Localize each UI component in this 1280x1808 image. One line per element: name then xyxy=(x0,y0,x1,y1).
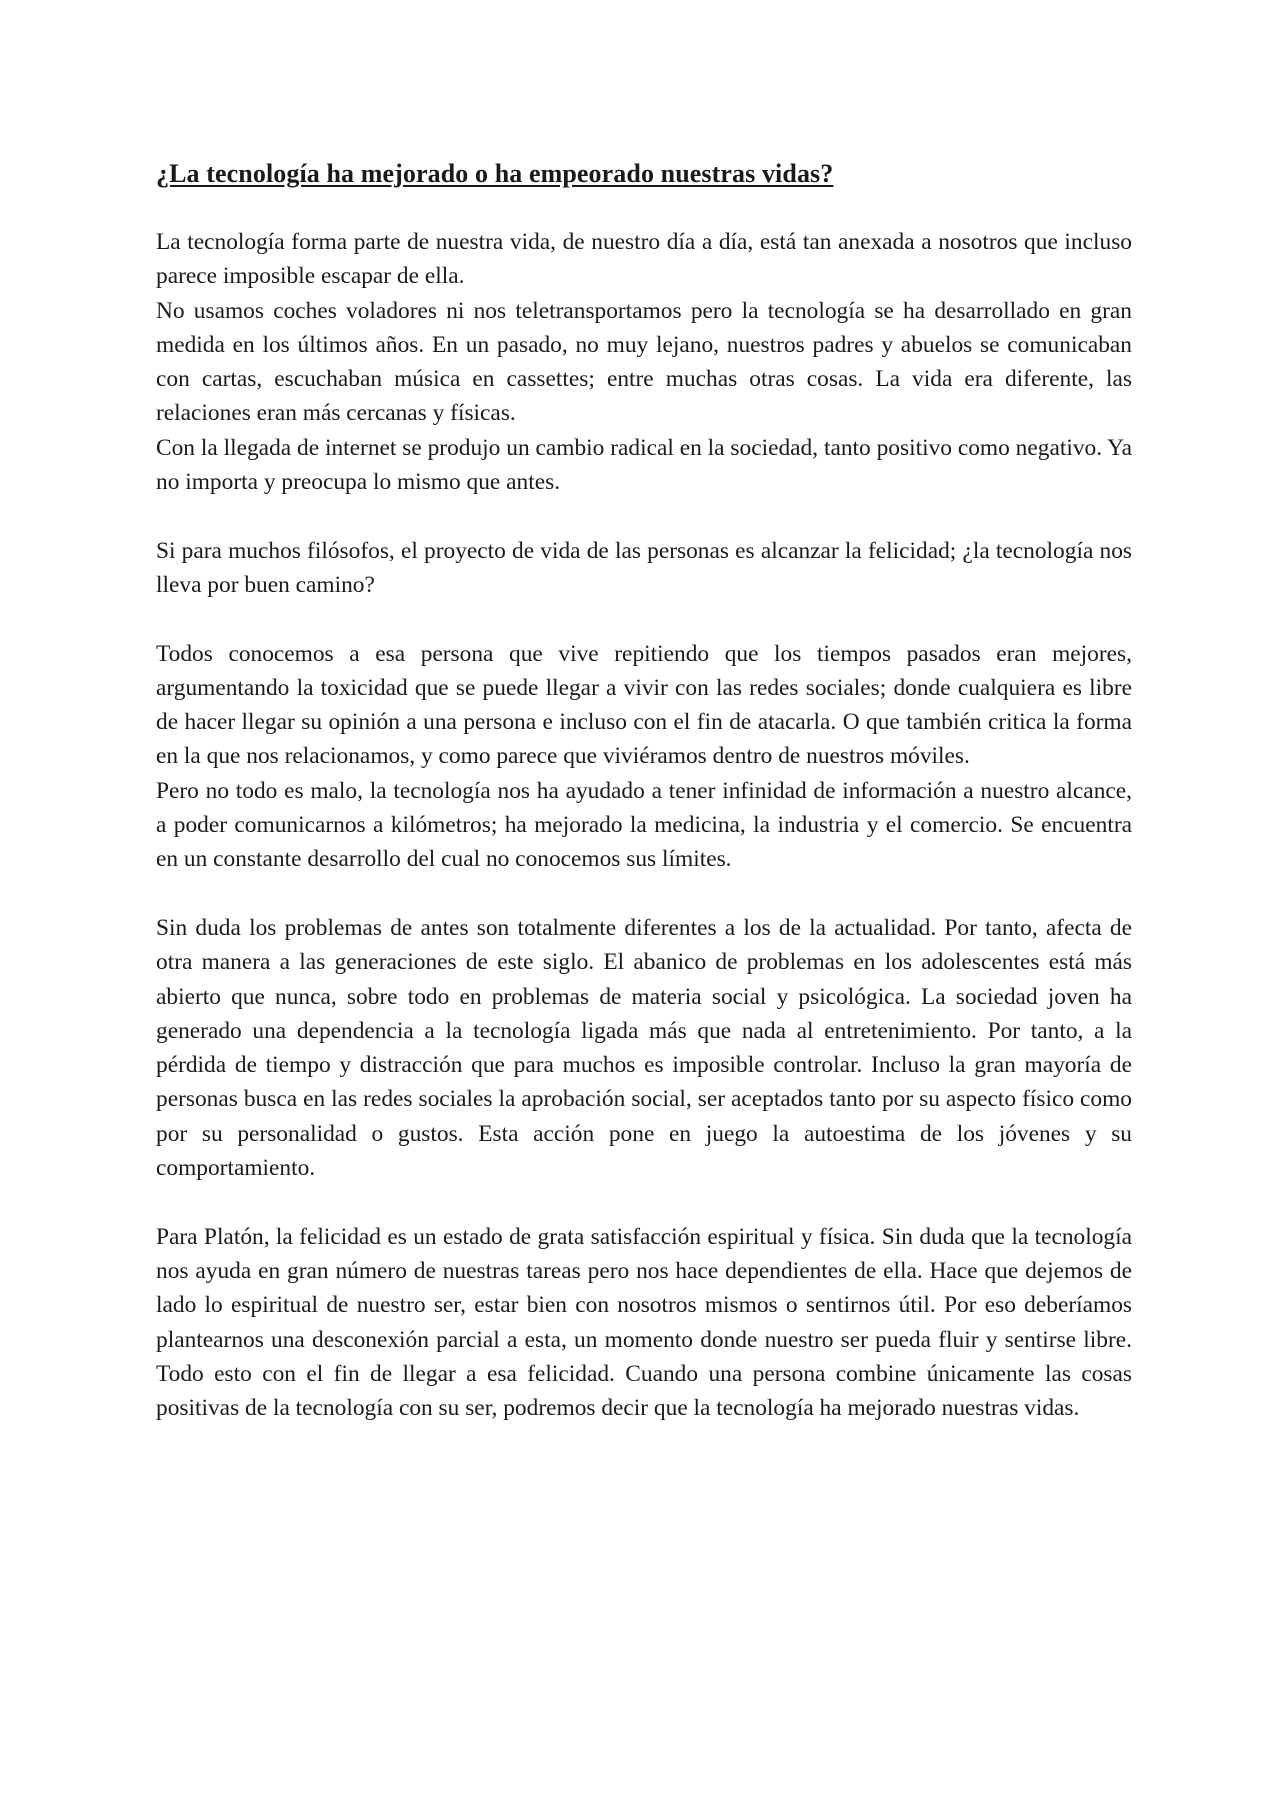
paragraph-gap xyxy=(156,1185,1132,1219)
paragraph-benefits: Pero no todo es malo, la tecnología nos ha ayudado a tener infinidad de información a nuestro alcance, a poder comunicarnos a kilómetros; ha mejorado la medicina, la industria y el comercio. Se encuentra en un constante desarrollo del cual no conocemos sus límites. xyxy=(156,777,1132,873)
paragraph-gap xyxy=(156,602,1132,636)
paragraph-problems: Sin duda los problemas de antes son totalmente diferentes a los de la actualidad. Por tanto, afecta de otra manera a las generaciones de este siglo. El abanico de problemas en los adolescentes está más abierto que nunca, sobre todo en problemas de materia social y psicológica. La sociedad joven ha generado una dependencia a la tecnología ligada más que nada al entretenimiento. Por tanto, a la pérdida de tiempo y distracción que para muchos es imposible controlar. Incluso la gran mayoría de personas busca en las redes sociales la aprobación social, ser aceptados tanto por su aspecto físico como por su personalidad o gustos. Esta acción pone en juego la autoestima de los jóvenes y su comportamiento. xyxy=(156,914,1132,1182)
paragraph-internet: Con la llegada de internet se produjo un cambio radical en la sociedad, tanto positivo como negativo. Ya no importa y preocupa lo mismo que antes. xyxy=(156,434,1132,496)
paragraph-intro: La tecnología forma parte de nuestra vida, de nuestro día a día, está tan anexada a nosotros que incluso parece imposible escapar de ella. xyxy=(156,229,1132,290)
paragraph-criticism: Todos conocemos a esa persona que vive repitiendo que los tiempos pasados eran mejores, argumentando la toxicidad que se puede llegar a vivir con las redes sociales; donde cualquiera es libre de hacer llegar su opinión a una persona e incluso con el fin de atacarla. O que también critica la forma en la que nos relacionamos, y como parece que viviéramos dentro de nuestros móviles. xyxy=(156,640,1132,770)
paragraph-gap xyxy=(156,877,1132,911)
document-body xyxy=(156,225,1132,1425)
paragraph-question: Si para muchos filósofos, el proyecto de vida de las personas es alcanzar la felicidad; ¿la tecnología nos lleva por buen camino? xyxy=(156,537,1132,598)
paragraph-gap xyxy=(156,499,1132,533)
paragraph-conclusion: Para Platón, la felicidad es un estado de grata satisfacción espiritual y física. Sin duda que la tecnología nos ayuda en gran número de nuestras tareas pero nos hace dependientes de ella. Hace que dejemos de lado lo espiritual de nuestro ser, estar bien con nosotros mismos o sentirnos útil. Por eso deberíamos plantearnos una desconexión parcial a esta, un momento donde nuestro ser pueda fluir y sentirse libre. Todo esto con el fin de llegar a esa felicidad. Cuando una persona combine únicamente las cosas positivas de la tecnología con su ser, podremos decir que la tecnología ha mejorado nuestras vidas. xyxy=(156,1223,1132,1422)
paragraph-development: No usamos coches voladores ni nos teletransportamos pero la tecnología se ha desarrollado en gran medida en los últimos años. En un pasado, no muy lejano, nuestros padres y abuelos se comunicaban con cartas, escuchaban música en cassettes; entre muchas otras cosas. La vida era diferente, las relaciones eran más cercanas y físicas. xyxy=(156,297,1132,427)
document-title: ¿La tecnología ha mejorado o ha empeorado nuestras vidas? xyxy=(156,159,834,188)
